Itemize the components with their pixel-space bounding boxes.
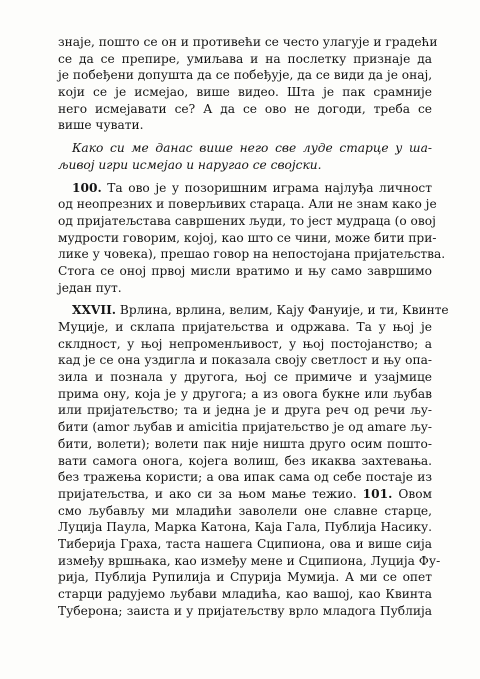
text-line: више чувати. <box>58 118 144 133</box>
text-line: бити, волети); волети пак није ништа друго осим пошто- <box>58 436 432 451</box>
quote-line: Како си ме данас више него све луде старце у ша- <box>72 141 432 156</box>
text-line: Та ово је у позоришним играма најлуђа личност <box>101 180 432 195</box>
chapter-number: XXVII. <box>72 303 117 318</box>
text-line: прима ону, која је у другога; а из овога букне или љубав <box>58 386 432 401</box>
text-line: од пријатељстава савршених људи, то јест мудраца (о овој <box>58 213 436 228</box>
section-101-line <box>58 486 432 503</box>
page-text <box>58 34 449 619</box>
text-line: вати самога онога, којега волиш, без икаква захтевања. <box>58 453 432 468</box>
text-line: или пријатељство; та и једна је и друга реч од речи љу- <box>58 403 432 418</box>
text-line: лике у човека), прешао говор на непостојана пријатељства. <box>58 247 446 262</box>
chapter-xxvii-first-line <box>58 302 449 319</box>
text-line: између вршњака, као између мене и Сципиона, Луција Фу- <box>58 553 441 568</box>
text-line: се да се препире, умиљава и на послетку признаје да <box>58 51 432 66</box>
text-line: смо љубављу ми младићи заволели оне славне старце, <box>58 503 432 518</box>
text-line: склдност, у њој непроменљивост, у њој постојанство; а <box>58 336 432 351</box>
text-line: је побеђени допушта да се побеђује, да се види да је онај, <box>58 68 433 83</box>
text-line: кад је се она уздигла и показала своју светлост и њу опа- <box>58 353 432 368</box>
text-line: Врлина, врлина, велим, Кају Фануије, и ти, Квинте <box>116 303 449 318</box>
text-line: Стога се оној првој мисли вратимо и њу само завршимо <box>58 263 432 278</box>
text-line: Муције, и склапа пријатељства и одржава. Та у њој је <box>58 320 432 334</box>
quote-line: љивој игри исмејао и наругао се својски. <box>58 157 322 172</box>
text-line: који се је исмејао, више видео. Шта је пак срамније <box>58 85 432 100</box>
text-line: него исмејавати се? А да се ово не догоди, треба се <box>58 101 432 116</box>
text-line: Тиберија Граха, таста нашега Сципиона, ова и више сија <box>58 536 432 551</box>
text-line: зила и познала у другога, њој се примиче и узајмице <box>58 370 432 385</box>
text-line: Туберона; заиста и у пријатељству врло младога Публија <box>58 603 432 618</box>
text-line: старци радујемо љубави младића, као вашој, као Квинта <box>58 587 432 601</box>
text-line: пријатељства, и ако си за њом мање тежио. <box>58 486 357 501</box>
text-line: рија, Публија Рупилија и Спурија Мумија. А ми се опет <box>58 570 432 585</box>
text-line: један пут. <box>58 280 122 295</box>
text-line: знаје, пошто се он и противећи се често улагује и градећи <box>58 35 438 49</box>
text-line: Луција Паула, Марка Катона, Каја Гала, Публија Насику. <box>58 520 432 535</box>
text-line: бити (amor љубав и amicitia пријатељство је од amare љу- <box>58 420 432 435</box>
text-line: од неопрезних и поверљивих стараца. Али не знам како је <box>58 197 437 212</box>
text-line: без тражења користи; а ова ипак сама од себе постаје из <box>58 470 432 485</box>
text-line: Овом <box>392 486 433 501</box>
section-number: 101. <box>362 486 393 501</box>
text-line: мудрости говорим, којој, као што се чини, може бити при- <box>58 230 437 245</box>
section-100-first-line <box>58 180 432 197</box>
section-number: 100. <box>72 180 102 195</box>
